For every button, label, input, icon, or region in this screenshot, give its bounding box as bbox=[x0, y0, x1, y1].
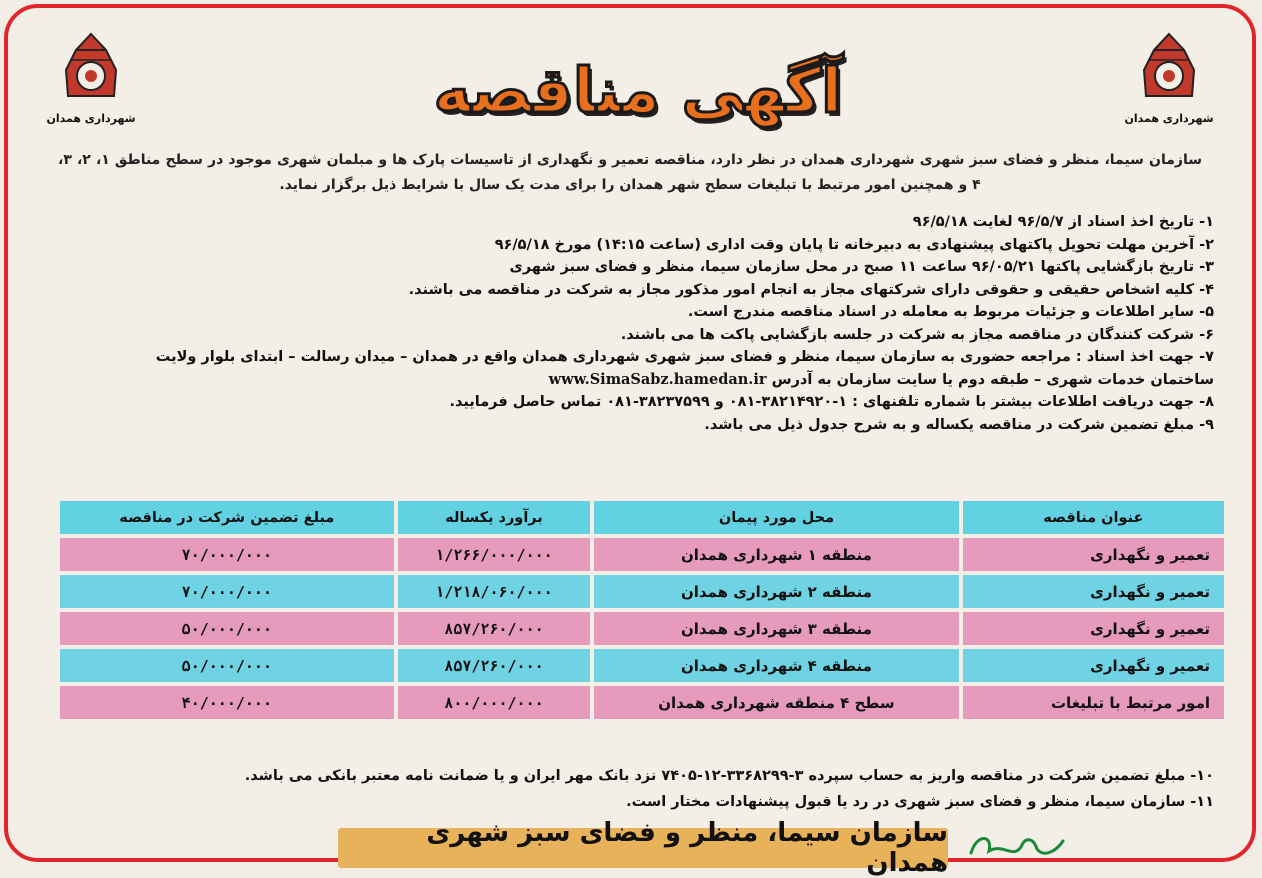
table-row bbox=[60, 649, 1224, 682]
table-row bbox=[60, 538, 1224, 571]
table-cell: ۸۰۰/۰۰۰/۰۰۰ bbox=[398, 686, 591, 719]
table-cell: امور مرتبط با تبلیغات bbox=[963, 686, 1224, 719]
table-row bbox=[60, 575, 1224, 608]
municipality-logo-right bbox=[1114, 30, 1224, 125]
conditions-list bbox=[48, 211, 1214, 436]
table-row bbox=[60, 612, 1224, 645]
intro-paragraph: سازمان سیما، منظر و فضای سبز شهری شهرداری همدان در نظر دارد، مناقصه تعمیر و نگهداری از تاسیسات پارک ها و مبلمان شهری موجود در سطح مناطق ۱، ۲، ۳، ۴ و همچنین امور مرتبط با تبلیغات سطح شهر همدان را برای مدت یک سال با شرایط ذیل برگزار نماید. bbox=[58, 152, 1202, 193]
column-header: برآورد یکساله bbox=[398, 501, 591, 534]
organization-banner: سازمان سیما، منظر و فضای سبز شهری همدان bbox=[338, 828, 948, 868]
table-cell: ۱/۲۱۸/۰۶۰/۰۰۰ bbox=[398, 575, 591, 608]
table-cell: ۸۵۷/۲۶۰/۰۰۰ bbox=[398, 649, 591, 682]
condition-item: ۶- شرکت کنندگان در مناقصه مجاز به شرکت در جلسه بازگشایی پاکت ها می باشند. bbox=[620, 326, 1214, 343]
condition-item: ۳- تاریخ بازگشایی پاکتها ۹۶/۰۵/۲۱ ساعت ۱۱ صبح در محل سازمان سیما، منظر و فضای سبز شهری bbox=[509, 259, 1214, 275]
table-cell: منطقه ۳ شهرداری همدان bbox=[594, 612, 958, 645]
handwritten-signature-icon bbox=[963, 823, 1073, 867]
table-cell: ۸۵۷/۲۶۰/۰۰۰ bbox=[398, 612, 591, 645]
municipality-logo-left bbox=[36, 30, 146, 125]
table-cell: تعمیر و نگهداری bbox=[963, 649, 1224, 682]
table-cell: منطقه ۱ شهرداری همدان bbox=[594, 538, 958, 571]
logo-caption: شهرداری همدان bbox=[46, 112, 136, 125]
notice-title-text: آگهی مناقصه bbox=[433, 53, 843, 127]
condition-item: ۱- تاریخ اخذ اسناد از ۹۶/۵/۷ لغایت ۹۶/۵/۱۸ bbox=[912, 214, 1214, 230]
guarantee-table bbox=[56, 497, 1228, 723]
logo-caption: شهرداری همدان bbox=[1124, 112, 1214, 125]
condition-item-address bbox=[48, 369, 1214, 392]
municipality-emblem-icon bbox=[56, 30, 126, 110]
notice-title bbox=[428, 44, 848, 136]
column-header: مبلغ تضمین شرکت در مناقصه bbox=[60, 501, 394, 534]
footer-note: ۱۰- مبلغ تضمین شرکت در مناقصه واریز به حساب سپرده ۳-۳۳۶۸۲۹۹-۱۲-۷۴۰۵ نزد بانک مهر ایران و یا ضمانت نامه معتبر بانکی می باشد. bbox=[244, 768, 1214, 784]
table-cell: ۷۰/۰۰۰/۰۰۰ bbox=[60, 538, 394, 571]
footer-notes bbox=[48, 763, 1214, 815]
tender-notice bbox=[4, 4, 1256, 878]
signature-mark bbox=[963, 823, 1073, 871]
condition-item: ۵- سایر اطلاعات و جزئیات مربوط به معامله در اسناد مناقصه مندرج است. bbox=[687, 304, 1214, 320]
table-header-row bbox=[60, 501, 1224, 534]
table-cell: ۷۰/۰۰۰/۰۰۰ bbox=[60, 575, 394, 608]
condition-item: ۸- جهت دریافت اطلاعات بیشتر با شماره تلفنهای : ۱-۳۸۲۱۴۹۲۰-۰۸۱ و ۳۸۲۳۷۵۹۹-۰۸۱ تماس حاصل فرمایید. bbox=[449, 394, 1214, 410]
table-cell: سطح ۴ منطقه شهرداری همدان bbox=[594, 686, 958, 719]
condition-item: ۹- مبلغ تضمین شرکت در مناقصه یکساله و به شرح جدول ذیل می باشد. bbox=[704, 416, 1214, 433]
address-text: ساختمان خدمات شهری – طبقه دوم یا سایت سازمان به آدرس bbox=[771, 371, 1214, 388]
table-cell: منطقه ۲ شهرداری همدان bbox=[594, 575, 958, 608]
website-link[interactable]: www.SimaSabz.hamedan.ir bbox=[548, 370, 767, 388]
table-cell: منطقه ۴ شهرداری همدان bbox=[594, 649, 958, 682]
table-cell: تعمیر و نگهداری bbox=[963, 575, 1224, 608]
table-cell: ۵۰/۰۰۰/۰۰۰ bbox=[60, 612, 394, 645]
column-header: محل مورد پیمان bbox=[594, 501, 958, 534]
column-header: عنوان مناقصه bbox=[963, 501, 1224, 534]
table-cell: تعمیر و نگهداری bbox=[963, 538, 1224, 571]
condition-item: ۲- آخرین مهلت تحویل پاکتهای پیشنهادی به دبیرخانه تا پایان وقت اداری (ساعت ۱۴:۱۵) مورخ ۹۶/۵/۱۸ bbox=[494, 236, 1214, 253]
guarantee-table-wrapper bbox=[56, 497, 1228, 723]
table-cell: ۴۰/۰۰۰/۰۰۰ bbox=[60, 686, 394, 719]
footer-note: ۱۱- سازمان سیما، منظر و فضای سبز شهری در رد یا قبول پیشنهادات مختار است. bbox=[626, 794, 1214, 810]
table-cell: ۱/۲۶۶/۰۰۰/۰۰۰ bbox=[398, 538, 591, 571]
condition-item: ۷- جهت اخذ اسناد : مراجعه حضوری به سازمان سیما، منظر و فضای سبز شهری شهرداری همدان واقع در همدان – میدان رسالت – ابتدای بلوار ولایت bbox=[155, 349, 1214, 365]
table-row bbox=[60, 686, 1224, 719]
municipality-emblem-icon bbox=[1134, 30, 1204, 110]
table-cell: ۵۰/۰۰۰/۰۰۰ bbox=[60, 649, 394, 682]
table-cell: تعمیر و نگهداری bbox=[963, 612, 1224, 645]
condition-item: ۴- کلیه اشخاص حقیقی و حقوقی دارای شرکتهای مجاز به انجام امور مذکور مجاز به شرکت در مناقصه می باشند. bbox=[408, 281, 1214, 298]
